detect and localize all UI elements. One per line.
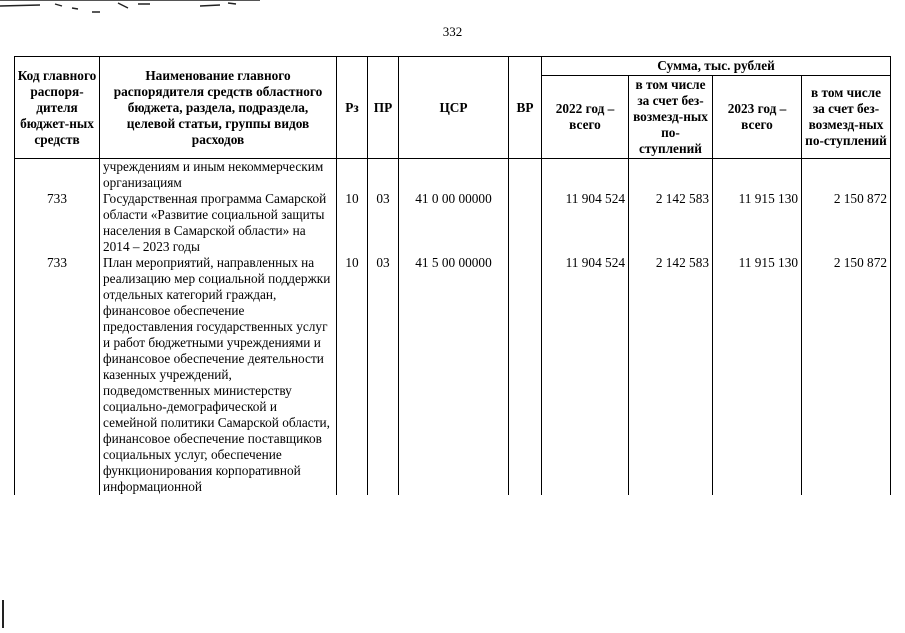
header-sum: Сумма, тыс. рублей [542, 57, 891, 76]
budget-table [14, 56, 891, 495]
cell-pr: 03 [368, 191, 399, 255]
cell-2023-total: 11 915 130 [713, 255, 802, 495]
cell-2023-total: 11 915 130 [713, 191, 802, 255]
header-2023-free: в том числе за счет без-возмезд-ных по-ступлений [802, 76, 891, 159]
cell-name: учреждениям и иным некоммерческим организациям [100, 159, 337, 192]
header-name: Наименование главного распорядителя средств областного бюджета, раздела, подраздела, целевой статьи, группы видов расходов [100, 57, 337, 159]
header-2022-free: в том числе за счет без-возмезд-ных по-ступлений [629, 76, 713, 159]
header-code: Код главного распоря-дителя бюджет-ных средств [15, 57, 100, 159]
cell-rz: 10 [337, 191, 368, 255]
cell-name: Государственная программа Самарской области «Развитие социальной защиты населения в Самарской области» на 2014 – 2023 годы [100, 191, 337, 255]
header-2022-total: 2022 год – всего [542, 76, 629, 159]
cell-2022-total: 11 904 524 [542, 255, 629, 495]
header-vr: ВР [509, 57, 542, 159]
cell-vr [509, 159, 542, 192]
cell-pr [368, 159, 399, 192]
cell-2022-total: 11 904 524 [542, 191, 629, 255]
cell-2022-free [629, 159, 713, 192]
cell-csr: 41 0 00 00000 [399, 191, 509, 255]
cell-rz: 10 [337, 255, 368, 495]
cell-2023-free: 2 150 872 [802, 191, 891, 255]
cell-2022-free: 2 142 583 [629, 255, 713, 495]
scan-artifact-left [0, 598, 8, 633]
cell-2022-total [542, 159, 629, 192]
table-row [15, 159, 891, 192]
cell-2023-total [713, 159, 802, 192]
cell-csr [399, 159, 509, 192]
scan-artifact-top [0, 0, 260, 18]
table-row [15, 191, 891, 255]
page-number: 332 [442, 24, 463, 39]
cell-code: 733 [15, 191, 100, 255]
cell-csr: 41 5 00 00000 [399, 255, 509, 495]
cell-vr [509, 191, 542, 255]
cell-2022-free: 2 142 583 [629, 191, 713, 255]
cell-rz [337, 159, 368, 192]
cell-name: План мероприятий, направленных на реализацию мер социальной поддержки отдельных категорий граждан, финансовое обеспечение предоставления государственных услуг и работ бюджетными учреждениями и финансовое обеспечение деятельности казенных учреждений, подведомственных министерству социально-демографической и семейной политики Самарской области, финансовое обеспечение поставщиков социальных услуг, обеспечение функционирования корпоративной информационной [100, 255, 337, 495]
header-csr: ЦСР [399, 57, 509, 159]
header-2023-total: 2023 год – всего [713, 76, 802, 159]
table-header [15, 57, 891, 159]
table-row [15, 255, 891, 495]
header-rz: Рз [337, 57, 368, 159]
cell-2023-free [802, 159, 891, 192]
cell-2023-free: 2 150 872 [802, 255, 891, 495]
cell-pr: 03 [368, 255, 399, 495]
header-pr: ПР [368, 57, 399, 159]
cell-code [15, 159, 100, 192]
cell-vr [509, 255, 542, 495]
table-body [15, 159, 891, 496]
cell-code: 733 [15, 255, 100, 495]
